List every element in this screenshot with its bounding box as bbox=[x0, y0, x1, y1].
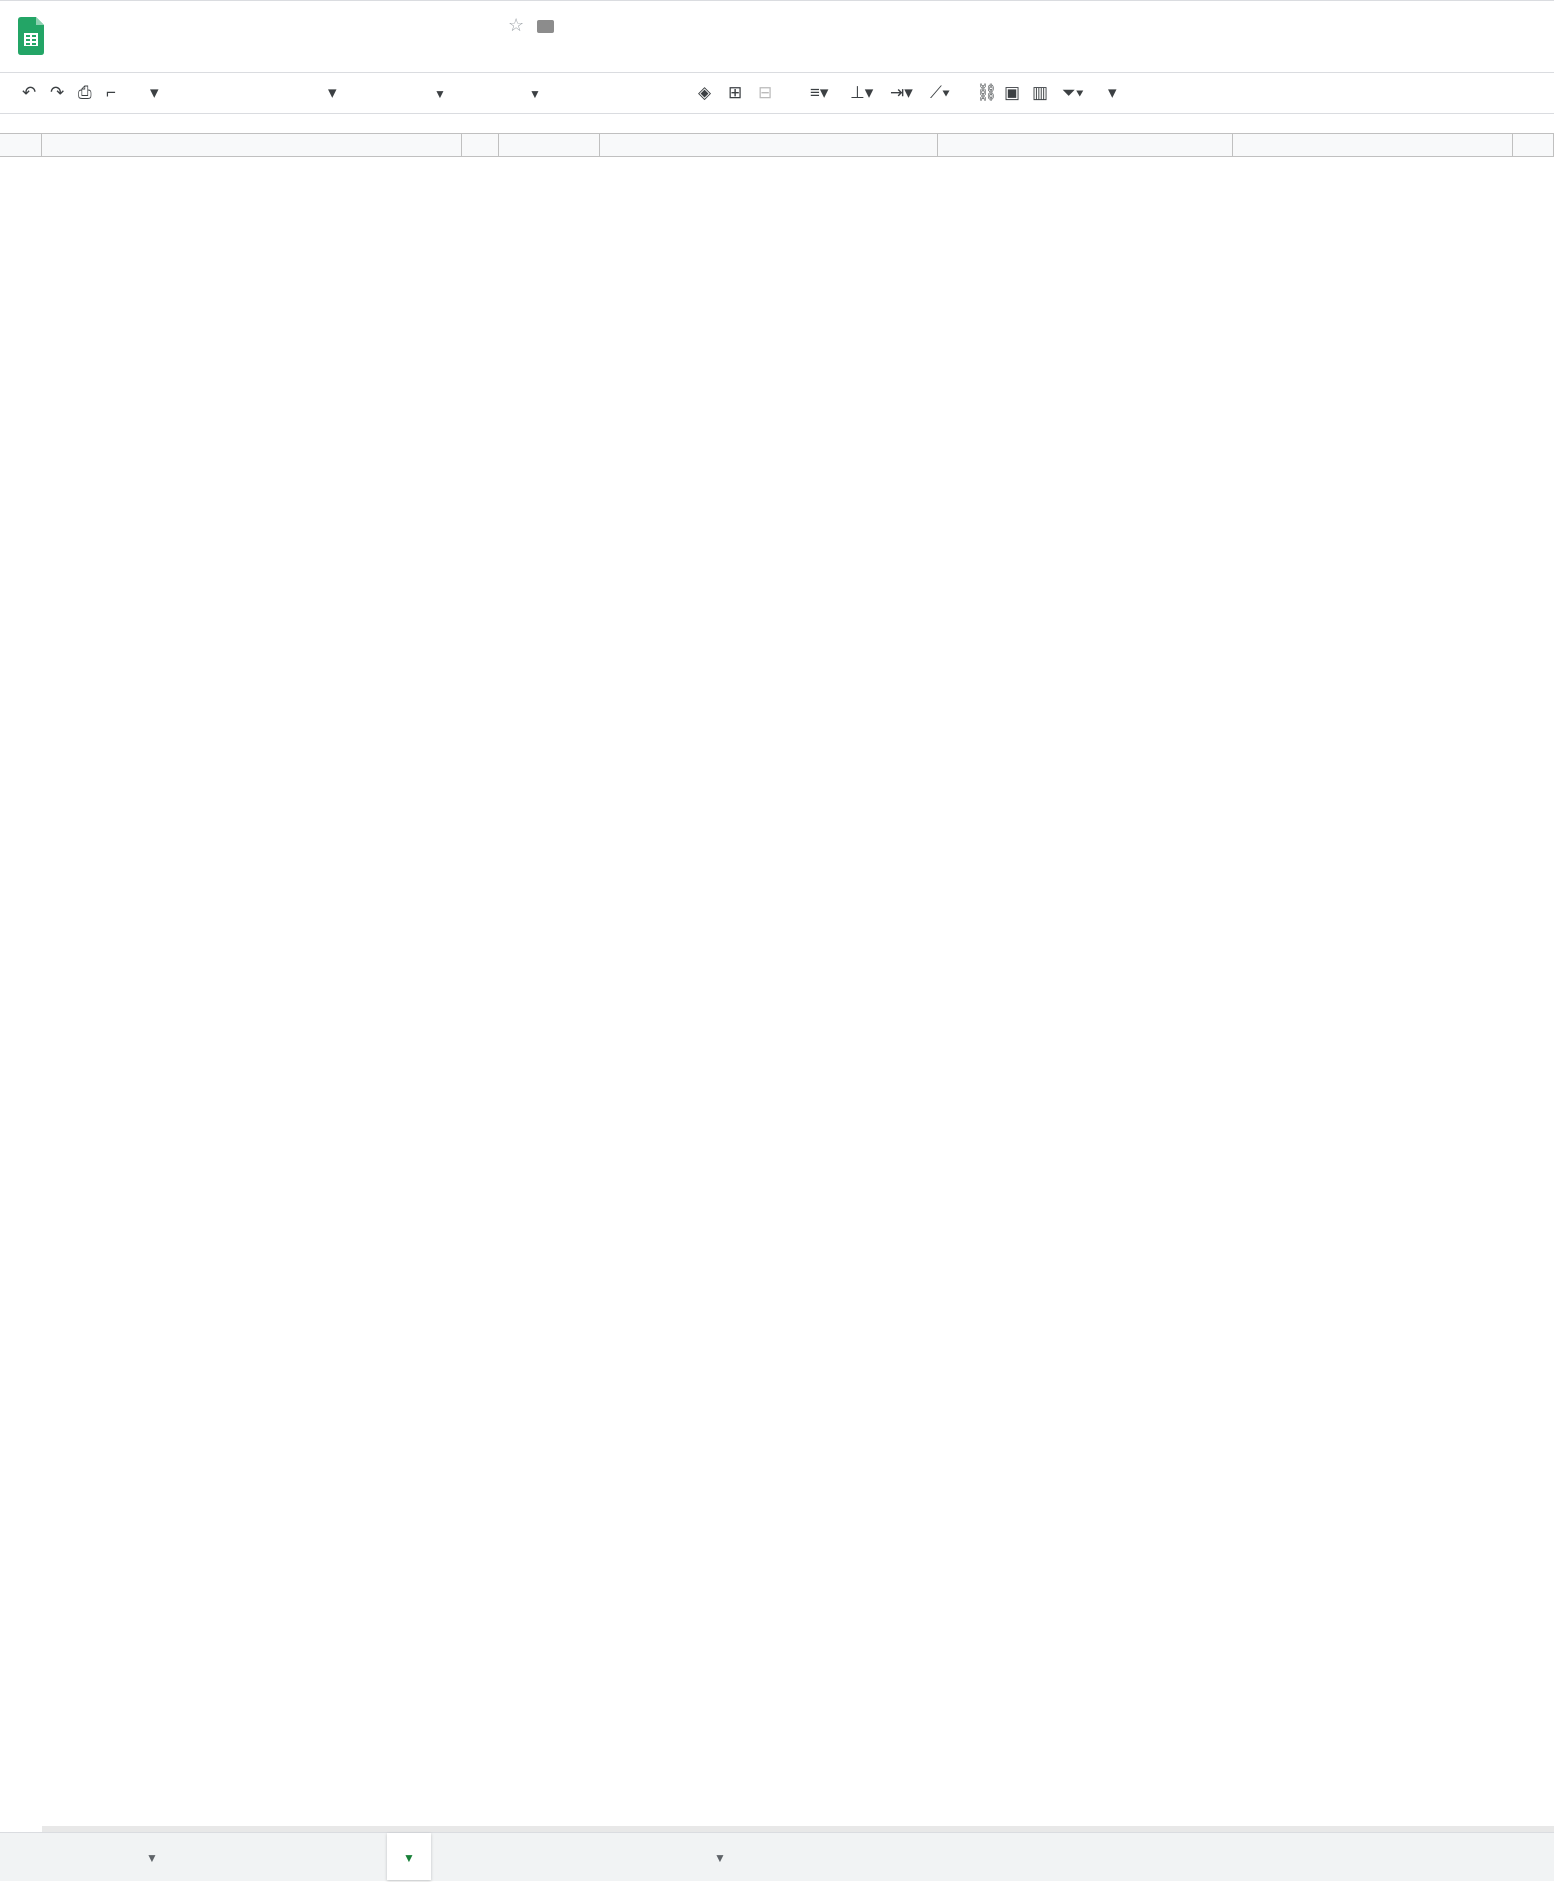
align-left-icon[interactable]: ≡▾ bbox=[810, 83, 829, 102]
column-header-a[interactable] bbox=[42, 134, 462, 157]
paint-format-icon[interactable]: ⌐ bbox=[106, 83, 116, 102]
vertical-align-icon[interactable]: ⊥▾ bbox=[850, 83, 874, 102]
menu-bar bbox=[66, 43, 229, 63]
tab-filter-rules-sorting-methods[interactable]: ▼ bbox=[387, 1833, 431, 1880]
redo-icon[interactable]: ↷ bbox=[50, 83, 65, 102]
text-rotate-icon[interactable]: ⟋▾ bbox=[930, 83, 951, 102]
font-select[interactable]: ▼ bbox=[434, 87, 446, 101]
undo-icon[interactable]: ↶ bbox=[22, 83, 37, 102]
comment-icon[interactable]: ▣ bbox=[1004, 83, 1021, 102]
tab-available-content-audit[interactable]: ▼ bbox=[146, 1851, 158, 1865]
filter-icon[interactable]: ⏷▾ bbox=[1062, 83, 1084, 102]
formula-bar[interactable] bbox=[0, 113, 1554, 134]
chart-icon[interactable]: ▥ bbox=[1032, 83, 1049, 102]
toolbar bbox=[0, 72, 1554, 114]
merge-cells-icon[interactable]: ⊟ bbox=[758, 83, 773, 102]
add-sheet-button[interactable] bbox=[44, 1833, 76, 1880]
column-header-g[interactable] bbox=[1513, 134, 1554, 157]
column-header-e[interactable] bbox=[938, 134, 1233, 157]
folder-icon[interactable] bbox=[537, 20, 554, 33]
font-size-select[interactable]: ▼ bbox=[529, 87, 541, 101]
zoom-select[interactable]: ▾ bbox=[150, 83, 159, 102]
column-header-d[interactable] bbox=[600, 134, 938, 157]
column-header-b[interactable] bbox=[462, 134, 499, 157]
corner-select-all[interactable] bbox=[0, 134, 42, 157]
tab-vision-list-of-methods[interactable]: ▼ bbox=[714, 1851, 726, 1865]
fill-color-icon[interactable]: ◈ bbox=[698, 83, 712, 102]
text-wrap-icon[interactable]: ⇥▾ bbox=[890, 83, 913, 102]
print-icon[interactable]: ⎙ bbox=[78, 83, 92, 102]
title-bar bbox=[0, 0, 1554, 71]
sheet-tabs-bar bbox=[0, 1832, 1554, 1881]
more-formats-select[interactable]: ▾ bbox=[328, 83, 337, 102]
all-sheets-button[interactable] bbox=[78, 1833, 110, 1880]
link-icon[interactable]: ⛓ bbox=[976, 83, 998, 102]
functions-button[interactable]: ▾ bbox=[1108, 83, 1117, 102]
sheets-logo-icon[interactable] bbox=[18, 17, 44, 55]
column-header-c[interactable] bbox=[499, 134, 600, 157]
borders-icon[interactable]: ⊞ bbox=[728, 83, 743, 102]
column-header-f[interactable] bbox=[1233, 134, 1513, 157]
star-icon[interactable]: ☆ bbox=[508, 15, 525, 35]
